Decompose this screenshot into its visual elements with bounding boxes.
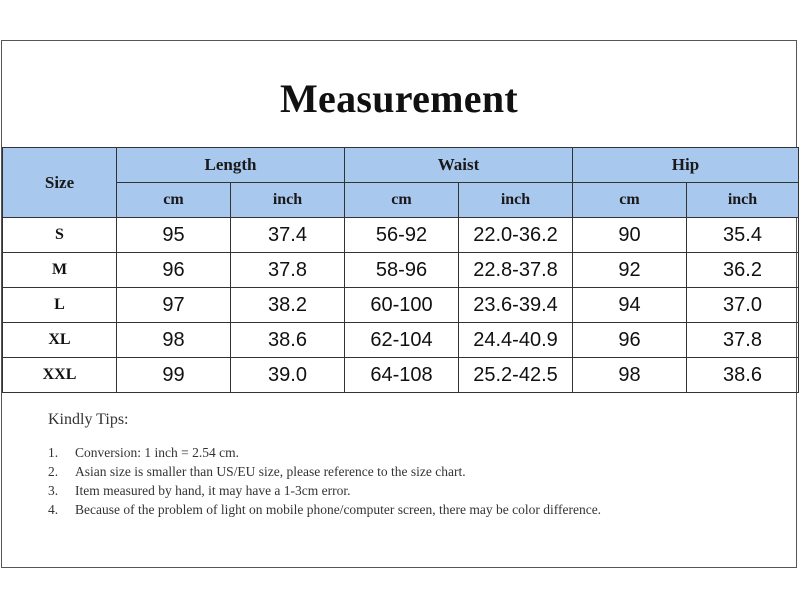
table-cell: 64-108 <box>345 358 459 393</box>
table-row <box>3 218 799 253</box>
size-table <box>2 147 799 393</box>
unit-header: cm <box>573 183 687 218</box>
group-header-waist: Waist <box>345 148 573 183</box>
table-cell: 38.6 <box>687 358 799 393</box>
table-cell: 23.6-39.4 <box>459 288 573 323</box>
table-row <box>3 323 799 358</box>
header-row-units <box>3 183 799 218</box>
list-text: Asian size is smaller than US/EU size, please reference to the size chart. <box>75 464 466 479</box>
table-cell: 39.0 <box>231 358 345 393</box>
table-cell: 37.8 <box>687 323 799 358</box>
table-cell: 98 <box>117 323 231 358</box>
list-item <box>48 481 748 500</box>
unit-header: cm <box>117 183 231 218</box>
list-number: 3. <box>48 483 59 498</box>
unit-header: inch <box>231 183 345 218</box>
page-title: Measurement <box>279 76 519 121</box>
table-cell: 58-96 <box>345 253 459 288</box>
table-cell: 62-104 <box>345 323 459 358</box>
list-number: 2. <box>48 464 59 479</box>
table-cell: 94 <box>573 288 687 323</box>
tips-list <box>48 443 748 519</box>
table-cell: 95 <box>117 218 231 253</box>
tips-title: Kindly Tips: <box>48 411 129 428</box>
size-label: S <box>3 218 117 253</box>
table-cell: 35.4 <box>687 218 799 253</box>
table-cell: 22.0-36.2 <box>459 218 573 253</box>
list-text: Conversion: 1 inch = 2.54 cm. <box>75 445 239 460</box>
header-row-groups <box>3 148 799 183</box>
table-cell: 24.4-40.9 <box>459 323 573 358</box>
table-cell: 38.2 <box>231 288 345 323</box>
table-cell: 60-100 <box>345 288 459 323</box>
unit-header: cm <box>345 183 459 218</box>
list-number: 1. <box>48 445 59 460</box>
unit-header: inch <box>459 183 573 218</box>
list-item <box>48 500 748 519</box>
size-label: M <box>3 253 117 288</box>
list-item <box>48 462 748 481</box>
table-row <box>3 288 799 323</box>
table-cell: 38.6 <box>231 323 345 358</box>
table-row <box>3 358 799 393</box>
list-text: Because of the problem of light on mobile phone/computer screen, there may be color difference. <box>75 502 602 517</box>
group-header-hip: Hip <box>573 148 799 183</box>
list-text: Item measured by hand, it may have a 1-3cm error. <box>75 483 351 498</box>
table-cell: 90 <box>573 218 687 253</box>
table-cell: 99 <box>117 358 231 393</box>
table-cell: 25.2-42.5 <box>459 358 573 393</box>
size-chart-card <box>1 40 797 568</box>
list-number: 4. <box>48 502 59 517</box>
table-cell: 98 <box>573 358 687 393</box>
table-cell: 56-92 <box>345 218 459 253</box>
table-cell: 96 <box>117 253 231 288</box>
size-label: XXL <box>3 358 117 393</box>
size-header: Size <box>3 148 117 218</box>
table-cell: 37.8 <box>231 253 345 288</box>
unit-header: inch <box>687 183 799 218</box>
table-cell: 97 <box>117 288 231 323</box>
table-cell: 92 <box>573 253 687 288</box>
table-cell: 36.2 <box>687 253 799 288</box>
size-label: L <box>3 288 117 323</box>
kindly-tips <box>48 411 748 519</box>
table-cell: 22.8-37.8 <box>459 253 573 288</box>
table-cell: 37.0 <box>687 288 799 323</box>
table-cell: 37.4 <box>231 218 345 253</box>
table-row <box>3 253 799 288</box>
size-label: XL <box>3 323 117 358</box>
group-header-length: Length <box>117 148 345 183</box>
table-cell: 96 <box>573 323 687 358</box>
list-item <box>48 443 748 462</box>
